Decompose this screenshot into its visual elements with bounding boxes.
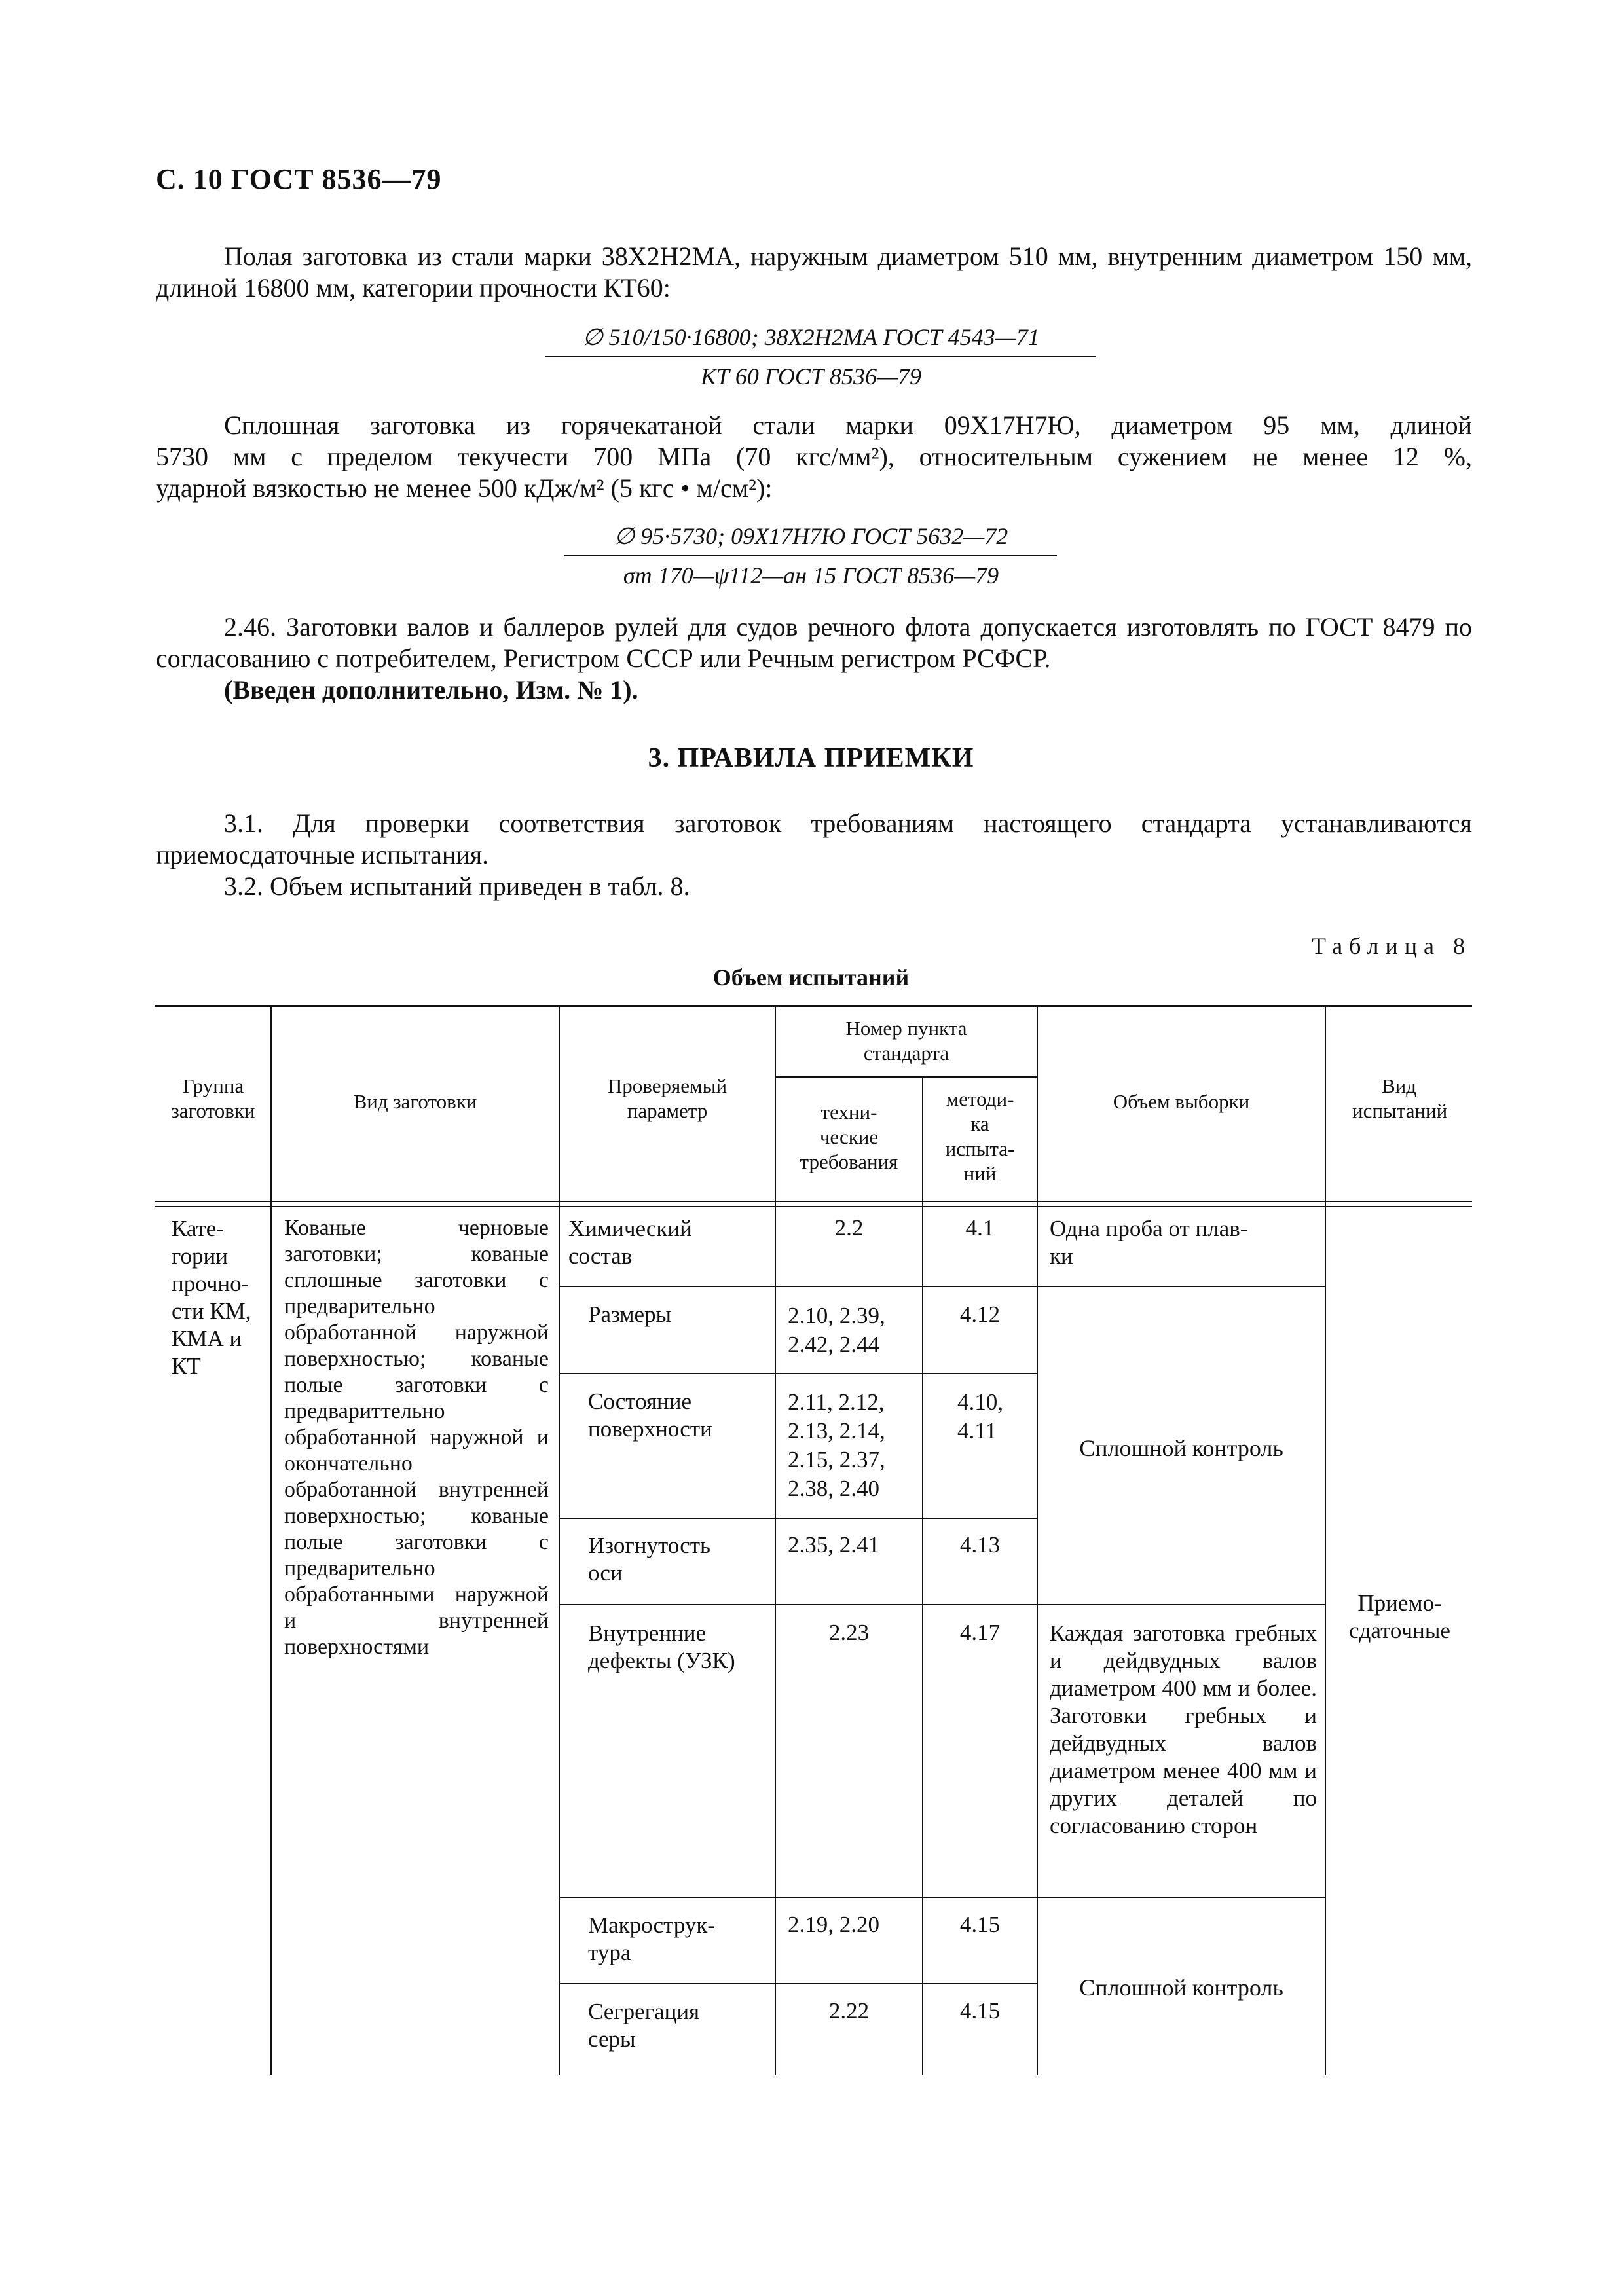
header-kind: Вид заготовки (353, 1090, 477, 1113)
header-sample: Объем выборки (1113, 1090, 1250, 1113)
col-line-1 (270, 1005, 272, 2075)
paragraph-hollow-blank: Полая заготовка из стали марки 38Х2Н2МА, наружным диаметром 510 мм, внутренним диаметром 150 мм, длиной 16800 мм, категории прочности КТ60: (156, 242, 1472, 302)
header-param: Проверяемый параметр (607, 1074, 728, 1122)
header-method: методи- ка испыта- ний (945, 1087, 1015, 1185)
row-sep-4 (559, 1604, 1325, 1605)
row-3-tech: 2.11, 2.12, 2.13, 2.14, 2.15, 2.37, 2.38, 2.40 (788, 1389, 885, 1501)
row-5-sample: Каждая заготовка гребных и дейдвудных валов диаметром 400 мм и более. Заготовки гребных и дейдвудных валов диаметром менее 400 мм и других деталей по согласованию сторон (1050, 1620, 1317, 1838)
row-7-tech: 2.22 (828, 1998, 870, 2024)
row-sep-6 (559, 1983, 1037, 1984)
row-sep-3 (559, 1518, 1037, 1519)
paragraph-solid-blank-line-1: Сплошная заготовка из горячекатаной стали марки 09Х17Н7Ю, диаметром 95 мм, длиной (224, 410, 1472, 440)
row-5-param: Внутренние дефекты (УЗК) (588, 1620, 735, 1673)
formula-1-fraction-line (545, 356, 1096, 357)
clause-subheader-rule (775, 1076, 1037, 1078)
paragraph-2-46: 2.46. Заготовки валов и баллеров рулей для судов речного флота допускается изготовлять по ГОСТ 8479 по согласованию с потребителем, Регистром СССР или Речным регистром РСФСР. (156, 612, 1472, 673)
row-3-param: Состояние поверхности (588, 1389, 712, 1442)
header-test: Вид испытаний (1352, 1074, 1448, 1122)
row-5-method: 4.17 (959, 1620, 1001, 1645)
table-label: Таблица 8 (1312, 933, 1471, 959)
header-tech: техни- ческие требования (800, 1101, 898, 1173)
row-2-param: Размеры (588, 1302, 672, 1327)
col-line-5 (1037, 1005, 1038, 2075)
header-bottom-rule-1 (155, 1201, 1472, 1202)
test-type-value: Приемо- сдаточные (1349, 1590, 1450, 1643)
rows-2-4-sample: Сплошной контроль (1079, 1435, 1283, 1461)
page-header: С. 10 ГОСТ 8536—79 (156, 163, 442, 195)
rows-6-7-sample: Сплошной контроль (1079, 1975, 1283, 2001)
row-2-tech: 2.10, 2.39, 2.42, 2.44 (788, 1303, 885, 1357)
row-sep-1 (559, 1286, 1325, 1287)
row-1-sample: Одна проба от плав- ки (1050, 1216, 1248, 1269)
row-sep-2 (559, 1373, 1037, 1374)
paragraph-solid-blank-line-2: 5730 мм с пределом текучести 700 МПа (70 кгс/мм²), относительным сужением не менее 12 %, (156, 442, 1472, 471)
col-line-6 (1325, 1005, 1326, 2075)
row-7-method: 4.15 (959, 1998, 1001, 2024)
paragraph-solid-blank-line-3: ударной вязкостью не менее 500 кДж/м² (5 кгс • м/см²): (156, 473, 773, 503)
formula-1-numerator: ∅ 510/150·16800; 38Х2Н2МА ГОСТ 4543—71 (582, 324, 1040, 350)
row-sep-5 (559, 1897, 1325, 1898)
row-6-method: 4.15 (959, 1912, 1001, 1937)
row-1-tech: 2.2 (834, 1215, 864, 1241)
paragraph-3-1: 3.1. Для проверки соответствия заготовок требованиям настоящего стандарта устанавливаются приемосдаточные испытания. (156, 809, 1472, 869)
formula-2-fraction-line (564, 555, 1057, 556)
row-6-param: Макрострук- тура (588, 1912, 715, 1965)
row-6-tech: 2.19, 2.20 (788, 1912, 879, 1937)
header-bottom-rule-2 (155, 1206, 1472, 1207)
amendment-note: (Введен дополнительно, Изм. № 1). (224, 675, 638, 704)
row-4-param: Изогнутость оси (588, 1533, 710, 1586)
col-line-2 (559, 1005, 560, 2075)
formula-2-denominator: σт 170—ψ112—aн 15 ГОСТ 8536—79 (623, 562, 999, 589)
row-3-method: 4.10, 4.11 (957, 1389, 1003, 1444)
formula-2-numerator: ∅ 95·5730; 09Х17Н7Ю ГОСТ 5632—72 (614, 523, 1008, 549)
kind-value: Кованые черновые заготовки; кованые сплошные заготовки с предварительно обработанной наружной поверхностью; кованые полые заготовки с предвариттельно обработанной наружной и окончательно обработанной внутренней поверхностью; кованые полые заготовки с предварительно обработанными наружной и внутренней поверхностями (284, 1216, 549, 1659)
header-clause: Номер пункта стандарта (845, 1017, 967, 1065)
table-title: Объем испытаний (712, 964, 910, 991)
formula-1-denominator: КТ 60 ГОСТ 8536—79 (701, 363, 921, 390)
row-5-tech: 2.23 (828, 1620, 870, 1645)
row-4-method: 4.13 (959, 1532, 1001, 1558)
row-1-param: Химический состав (568, 1216, 692, 1269)
row-1-method: 4.1 (965, 1215, 995, 1241)
row-7-param: Сегрегация серы (588, 1999, 700, 2052)
header-group: Группа заготовки (171, 1074, 255, 1122)
row-4-tech: 2.35, 2.41 (788, 1532, 879, 1558)
row-2-method: 4.12 (959, 1302, 1001, 1327)
group-value: Кате- гории прочно- сти КМ, КМА и КТ (172, 1216, 251, 1379)
paragraph-3-2: 3.2. Объем испытаний приведен в табл. 8. (224, 871, 690, 901)
section-title: 3. ПРАВИЛА ПРИЕМКИ (648, 743, 974, 773)
table-top-rule (155, 1005, 1472, 1007)
